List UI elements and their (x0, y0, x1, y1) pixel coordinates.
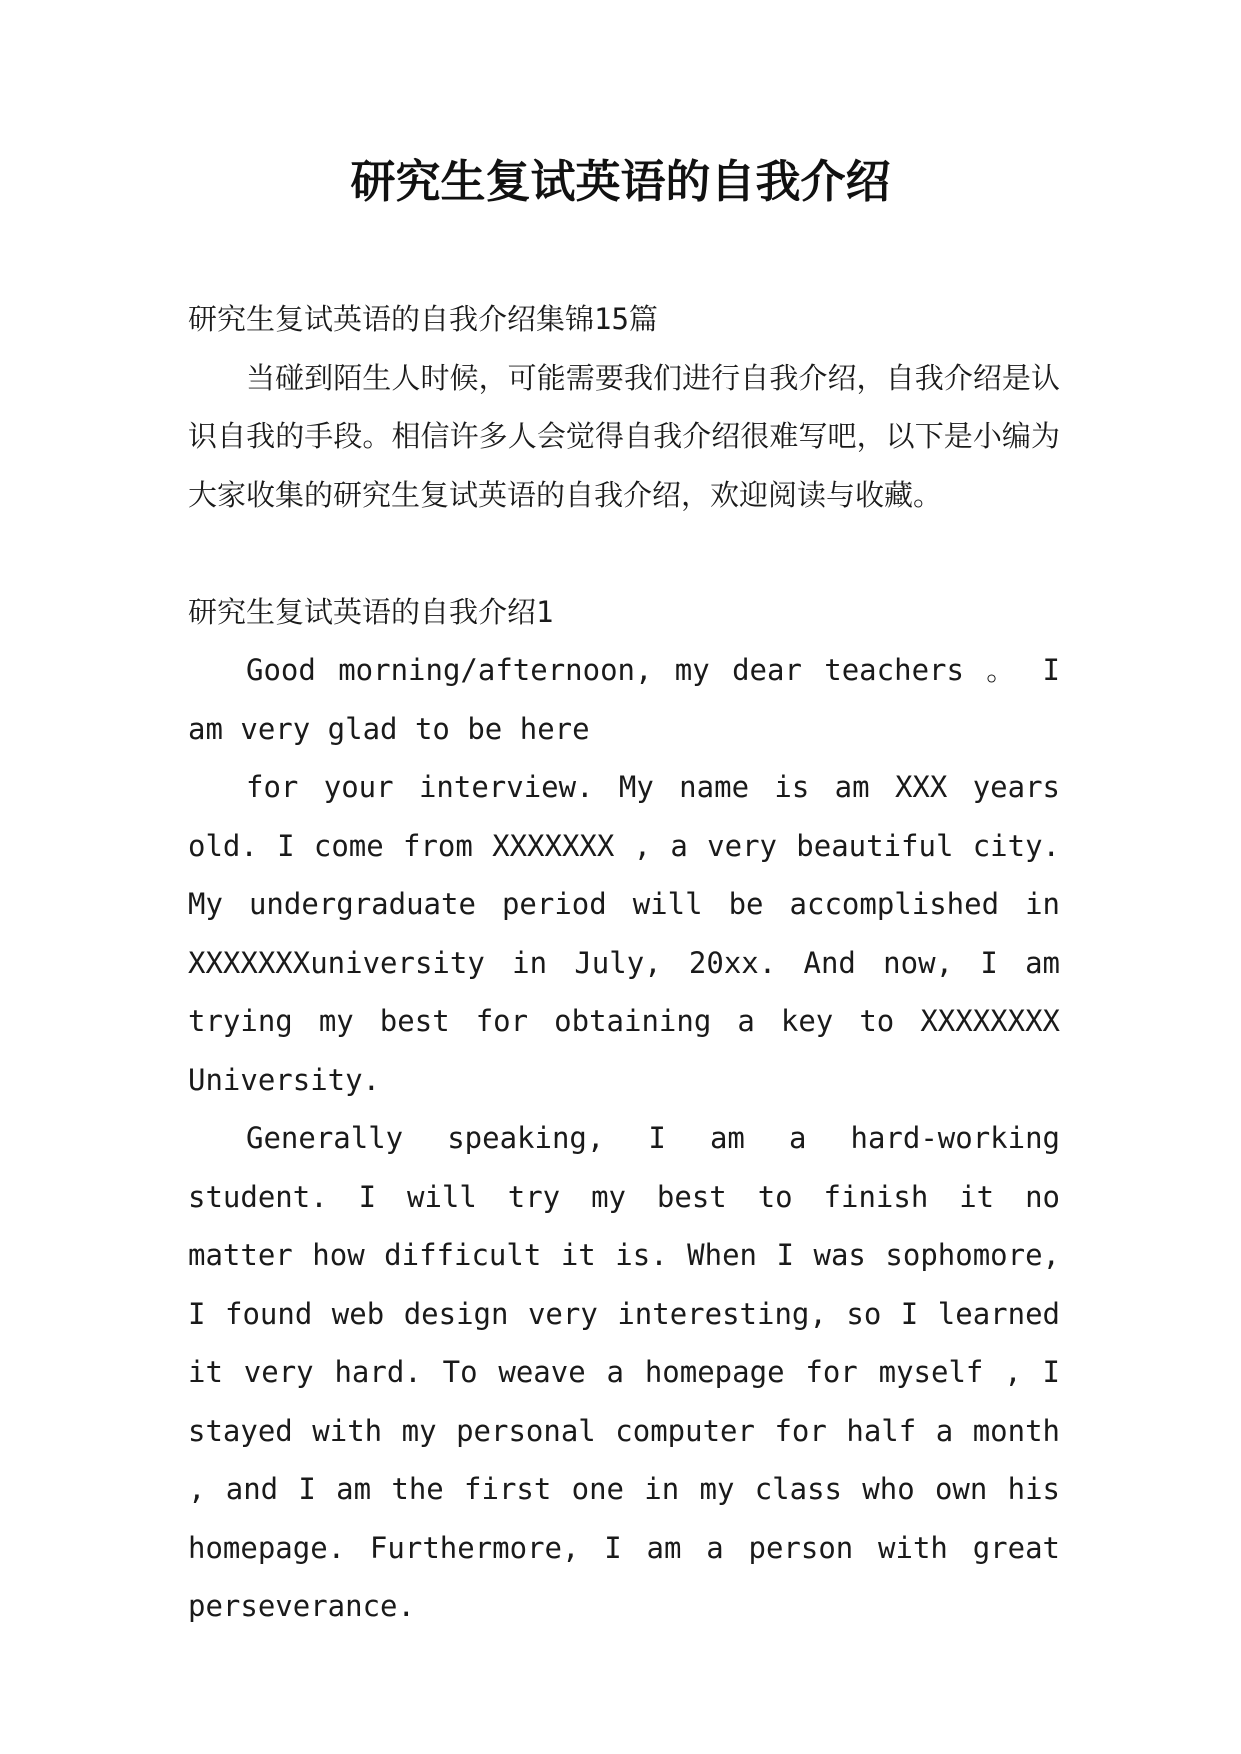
section-1-paragraph: for your interview. My name is am XXX years old. I come from XXXXXXX , a very beautiful city. My undergraduate period will be accomplished in XXXXXXXuniversity in July, 20xx. And now, I am trying my best for obtaining a key to XXXXXXXX University. (188, 770, 1060, 1097)
section-1-paragraph: Good morning/afternoon, my dear teachers 。 I am very glad to be here (188, 653, 1060, 746)
document-body (188, 290, 1060, 1636)
document-title: 研究生复试英语的自我介绍 (350, 155, 891, 208)
intro-paragraph: 当碰到陌生人时候，可能需要我们进行自我介绍，自我介绍是认识自我的手段。相信许多人会觉得自我介绍很难写吧，以下是小编为大家收集的研究生复试英语的自我介绍，欢迎阅读与收藏。 (188, 360, 1060, 512)
section-1-heading: 研究生复试英语的自我介绍1 (188, 594, 554, 629)
collection-heading: 研究生复试英语的自我介绍集锦15篇 (188, 302, 658, 336)
section-1-paragraph: Generally speaking, I am a hard-working student. I will try my best to finish it no matter how difficult it is. When I was sophomore, I found web design very interesting, so I learned it very hard. To weave a homepage for myself , I stayed with my personal computer for half a month , and I am the first one in my class who own his homepage. Furthermore, I am a person with great perseverance. (188, 1121, 1060, 1623)
section-spacer (188, 524, 1060, 583)
